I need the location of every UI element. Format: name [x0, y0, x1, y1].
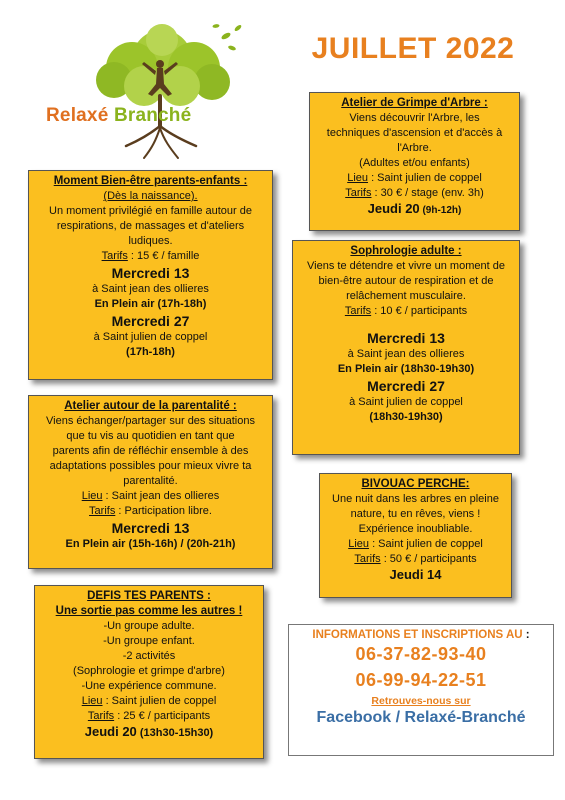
parent-lieu-label: Lieu — [81, 490, 103, 502]
contact-heading-text: INFORMATIONS ET INSCRIPTIONS AU — [312, 629, 523, 641]
phone-number-1[interactable]: 06-37-82-93-40 — [355, 644, 487, 664]
parent-tarifs-value: : Participation libre. — [115, 505, 212, 517]
defis-line4: (Sophrologie et grimpe d'arbre) — [73, 665, 225, 677]
retrouvez-label: Retrouves-nous sur — [371, 695, 471, 707]
grimpe-time: (9h-12h) — [419, 205, 462, 216]
grimpe-line2: techniques d'ascension et d'accès à — [326, 127, 503, 139]
grimpe-tarifs-value: : 30 € / stage (env. 3h) — [371, 187, 484, 199]
parent-lieu-value: : Saint jean des ollieres — [102, 490, 220, 502]
sophro-title: Sophrologie adulte : — [350, 245, 462, 257]
contact-heading-colon: : — [522, 629, 530, 641]
parent-line3: parents afin de réfléchir ensemble à des — [52, 445, 249, 457]
moment-place2: à Saint julien de coppel — [93, 331, 208, 343]
sophro-tarifs-label: Tarifs — [344, 305, 372, 317]
bivouac-line1: Une nuit dans les arbres en pleine — [332, 493, 499, 505]
parent-line2: que tu vis au quotidien en tant que — [66, 430, 235, 442]
bivouac-lieu-value: : Saint julien de coppel — [369, 538, 483, 550]
parent-line1: Viens échanger/partager sur des situations — [46, 415, 255, 427]
moment-tarifs — [33, 249, 268, 264]
grimpe-date-row — [314, 201, 515, 218]
grimpe-lieu-label: Lieu — [347, 172, 369, 184]
contact-box — [288, 624, 554, 756]
sophro-line1: Viens te détendre et vivre un moment de — [307, 260, 505, 272]
grimpe-line4: (Adultes et/ou enfants) — [359, 157, 470, 169]
defis-title1: DEFIS TES PARENTS : — [87, 590, 211, 602]
parent-tarifs — [33, 504, 268, 519]
defis-line3: -2 activités — [122, 650, 176, 662]
sophro-place2: à Saint julien de coppel — [349, 396, 463, 408]
sophro-line2: bien-être autour de respiration et de — [318, 275, 494, 287]
defis-line5: -Une expérience commune. — [81, 680, 217, 692]
defis-time: (13h30-15h30) — [136, 727, 214, 739]
defis-title2: Une sortie pas comme les autres ! — [55, 605, 243, 617]
parent-line5: parentalité. — [123, 475, 178, 487]
moment-line2: respirations, de massages et d'ateliers — [56, 220, 245, 232]
phone-number-2[interactable]: 06-99-94-22-51 — [355, 670, 487, 690]
moment-date2: Mercredi 27 — [111, 313, 190, 329]
bivouac-lieu-label: Lieu — [348, 538, 370, 550]
moment-info1: En Plein air (17h-18h) — [94, 298, 207, 310]
moment-tarifs-label: Tarifs — [101, 250, 128, 262]
moment-line3: ludiques. — [128, 235, 173, 247]
logo-text-relaxe: Relaxé — [46, 105, 109, 126]
facebook-link[interactable]: Facebook / Relaxé-Branché — [316, 709, 526, 726]
sophro-date2: Mercredi 27 — [367, 378, 445, 394]
logo-tree-image — [44, 18, 284, 168]
logo-text-branche: Branché — [113, 105, 192, 126]
defis-tarifs-value: : 25 € / participants — [114, 710, 211, 722]
contact-heading — [289, 629, 553, 641]
bivouac-line3: Expérience inoubliable. — [358, 523, 473, 535]
defis-line1: -Un groupe adulte. — [103, 620, 195, 632]
sophro-info1: En Plein air (18h30-19h30) — [337, 363, 475, 375]
sophro-info2: (18h30-19h30) — [369, 411, 443, 423]
bivouac-line2: nature, tu en rêves, viens ! — [350, 508, 481, 520]
grimpe-date: Jeudi 20 — [367, 201, 420, 216]
parent-lieu — [33, 489, 268, 504]
grimpe-tarifs — [314, 186, 515, 201]
bivouac-date: Jeudi 14 — [389, 567, 442, 582]
grimpe-title: Atelier de Grimpe d'Arbre : — [341, 97, 488, 109]
grimpe-line3: l'Arbre. — [397, 142, 432, 154]
grimpe-line1: Viens découvrir l'Arbre, les — [349, 112, 480, 124]
sophro-place1: à Saint jean des ollieres — [347, 348, 465, 360]
card-parentalite — [28, 395, 273, 569]
sophro-line3: relâchement musculaire. — [346, 290, 466, 302]
defis-lieu — [39, 694, 259, 709]
moment-subtitle: (Dès la naissance). — [103, 190, 198, 202]
grimpe-tarifs-label: Tarifs — [345, 187, 372, 199]
sophro-tarifs-value: : 10 € / participants — [371, 305, 468, 317]
sophro-tarifs — [297, 304, 515, 319]
parent-line4: adaptations possibles pour mieux vivre ta — [49, 460, 252, 472]
defis-date: Jeudi 20 — [84, 724, 137, 739]
defis-line2: -Un groupe enfant. — [103, 635, 195, 647]
moment-place1: à Saint jean des ollieres — [92, 283, 209, 295]
leaves — [212, 24, 242, 52]
moment-date1: Mercredi 13 — [111, 265, 190, 281]
page-title: JUILLET 2022 — [311, 32, 515, 65]
moment-line1: Un moment privilégié en famille autour de — [49, 205, 252, 217]
logo-text — [46, 105, 191, 127]
grimpe-lieu-value: : Saint julien de coppel — [368, 172, 482, 184]
card-bivouac — [319, 473, 512, 598]
bivouac-tarifs — [324, 552, 507, 567]
bivouac-tarifs-value: : 50 € / participants — [380, 553, 477, 565]
parent-title: Atelier autour de la parentalité : — [64, 400, 237, 412]
bivouac-tarifs-label: Tarifs — [354, 553, 381, 565]
defis-tarifs — [39, 709, 259, 724]
card-sophrologie — [292, 240, 520, 455]
bivouac-title: BIVOUAC PERCHE: — [361, 478, 470, 490]
card-defis — [34, 585, 264, 759]
moment-info2: (17h-18h) — [126, 346, 175, 358]
defis-date-row — [39, 724, 259, 741]
parent-tarifs-label: Tarifs — [89, 505, 116, 517]
moment-tarifs-value: : 15 € / famille — [127, 250, 200, 262]
card-grimpe — [309, 92, 520, 231]
card-moment-bien-etre — [28, 170, 273, 380]
defis-tarifs-label: Tarifs — [87, 710, 115, 722]
grimpe-lieu — [314, 171, 515, 186]
parent-date: Mercredi 13 — [111, 520, 190, 536]
bivouac-lieu — [324, 537, 507, 552]
sophro-spacer — [297, 319, 515, 329]
sophro-date1: Mercredi 13 — [367, 330, 445, 346]
moment-title: Moment Bien-être parents-enfants : — [53, 175, 248, 187]
parent-info: En Plein air (15h-16h) / (20h-21h) — [65, 538, 236, 550]
defis-lieu-label: Lieu — [81, 695, 103, 707]
defis-lieu-value: : Saint julien de coppel — [102, 695, 217, 707]
